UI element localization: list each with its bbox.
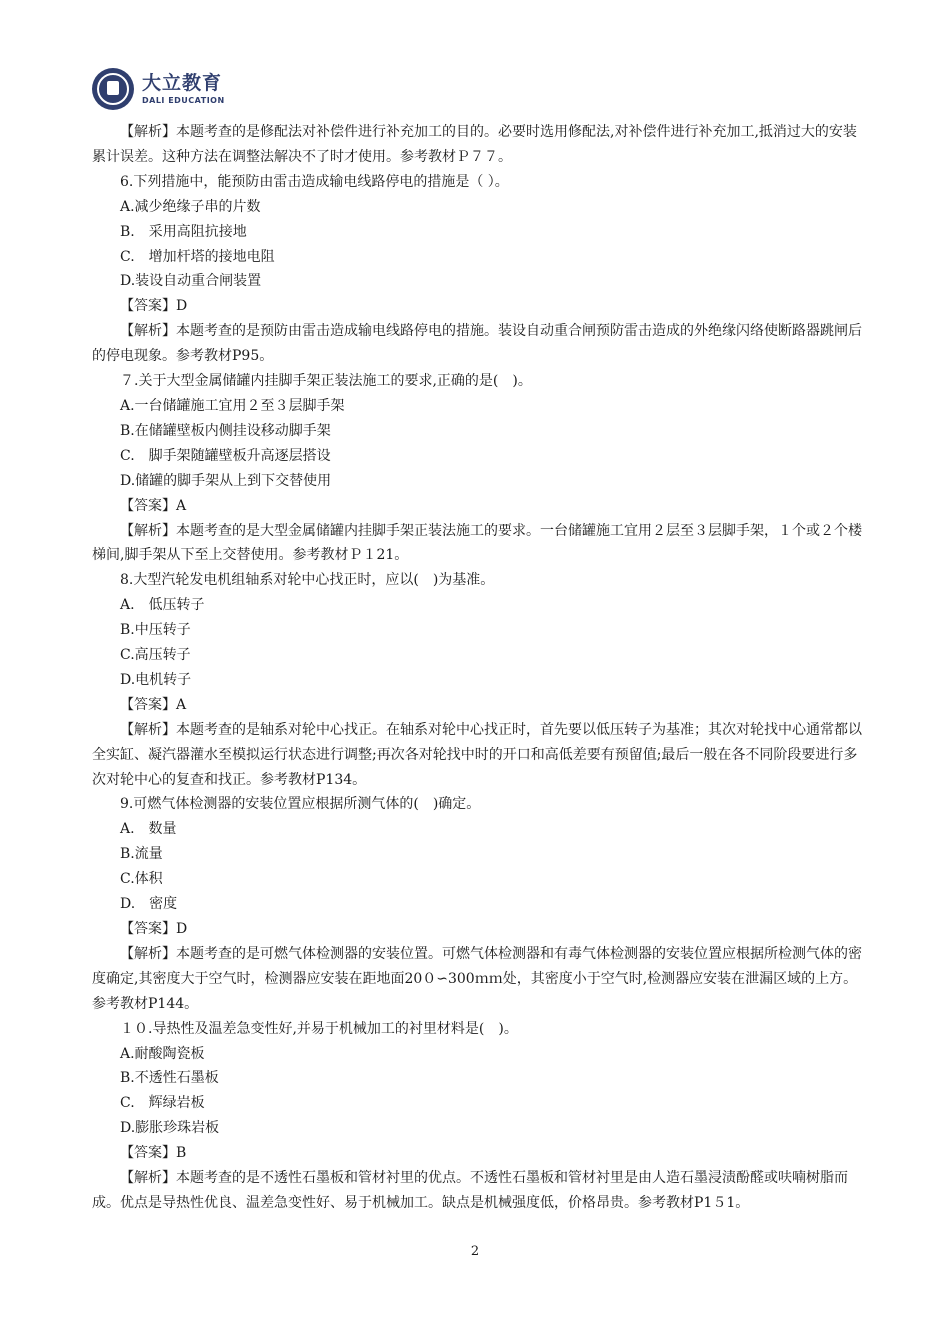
answer-option: B.流量 — [120, 846, 163, 863]
answer-option: D.电机转子 — [120, 671, 192, 688]
answer-option: C. 增加杆塔的接地电阻 — [120, 248, 275, 265]
answer-option: A.减少绝缘子串的片数 — [120, 198, 261, 215]
logo-seal-icon — [92, 68, 134, 110]
paragraph: 【答案】A — [120, 696, 187, 713]
logo-english-name: DALI EDUCATION — [142, 95, 225, 105]
paragraph: 6.下列措施中，能预防由雷击造成输电线路停电的措施是（ ）。 — [120, 173, 509, 190]
answer-option: B.在储罐壁板内侧挂设移动脚手架 — [120, 422, 331, 439]
answer-option: A. 数量 — [120, 821, 177, 838]
answer-option: B. 采用高阻抗接地 — [120, 223, 247, 240]
paragraph: 【解析】本题考查的是可燃气体检测器的安装位置。可燃气体检测器和有毒气体检测器的安装位置应根据所检测气体的密度确定,其密度大于空气时，检测器应安装在距地面20０∽300ｍｍ处，其密度小于空气时,检测器应安装在泄漏区域的上方。参考教材P144。 — [92, 945, 862, 1012]
answer-option: D.装设自动重合闸装置 — [120, 273, 262, 290]
answer-option: B.不透性石墨板 — [120, 1070, 219, 1087]
answer-option: A.一台储罐施工宜用２至３层脚手架 — [120, 397, 345, 414]
paragraph: 8.大型汽轮发电机组轴系对轮中心找正时，应以( )为基准。 — [120, 572, 495, 589]
paragraph: 【解析】本题考查的是修配法对补偿件进行补充加工的目的。必要时选用修配法,对补偿件进行补充加工,抵消过大的安装累计误差。这种方法在调整法解决不了时才使用。参考教材Ｐ７７。 — [92, 124, 857, 165]
answer-option: D. 密度 — [120, 896, 178, 913]
answer-option: D.储罐的脚手架从上到下交替使用 — [120, 472, 332, 489]
paragraph: 【答案】D — [120, 298, 188, 315]
answer-option: C. 辉绿岩板 — [120, 1095, 205, 1112]
document-body — [92, 120, 864, 1216]
paragraph: １０.导热性及温差急变性好,并易于机械加工的衬里材料是( )。 — [120, 1020, 518, 1037]
page-number: 2 — [470, 1244, 480, 1259]
paragraph: 【答案】D — [120, 921, 188, 937]
paragraph: 【解析】本题考查的是大型金属储罐内挂脚手架正装法施工的要求。一台储罐施工宜用２层至３层脚手架，１个或２个楼梯间,脚手架从下至上交替使用。参考教材Ｐ１21。 — [92, 522, 862, 564]
paragraph: 【解析】本题考查的是预防由雷击造成输电线路停电的措施。装设自动重合闸预防雷击造成的外绝缘闪络使断路器跳闸后的停电现象。参考教材P95。 — [92, 323, 862, 365]
logo-text — [142, 71, 225, 105]
paragraph: 【解析】本题考查的是轴系对轮中心找正。在轴系对轮中心找正时，首先要以低压转子为基准；其次对轮找中心通常都以全实缸、凝汽器灌水至模拟运行状态进行调整;再次各对轮找中时的开口和高低差要有预留值;最后一般在各不同阶段要进行多次对轮中心的复查和找正。参考教材P134。 — [92, 721, 862, 788]
answer-option: C.体积 — [120, 871, 163, 888]
paragraph: 9.可燃气体检测器的安装位置应根据所测气体的( )确定。 — [120, 796, 481, 813]
answer-option: D.膨胀珍珠岩板 — [120, 1120, 220, 1137]
answer-option: C.高压转子 — [120, 647, 191, 664]
logo-chinese-name: 大立教育 — [142, 71, 223, 94]
answer-option: A. 低压转子 — [120, 597, 205, 614]
paragraph: 【解析】本题考查的是不透性石墨板和管材衬里的优点。不透性石墨板和管材衬里是由人造石墨浸渍酚醛或呋喃树脂而成。优点是导热性优良、温差急变性好、易于机械加工。缺点是机械强度低，价格昂贵。参考教材P1５1。 — [92, 1170, 848, 1211]
paragraph: 【答案】B — [120, 1145, 187, 1162]
answer-option: A.耐酸陶瓷板 — [120, 1045, 205, 1062]
paragraph: ７.关于大型金属储罐内挂脚手架正装法施工的要求,正确的是( )。 — [120, 373, 532, 390]
paragraph: 【答案】A — [120, 497, 187, 514]
answer-option: C. 脚手架随罐壁板升高逐层搭设 — [120, 447, 331, 464]
logo — [92, 68, 225, 110]
answer-option: B.中压转子 — [120, 622, 191, 639]
